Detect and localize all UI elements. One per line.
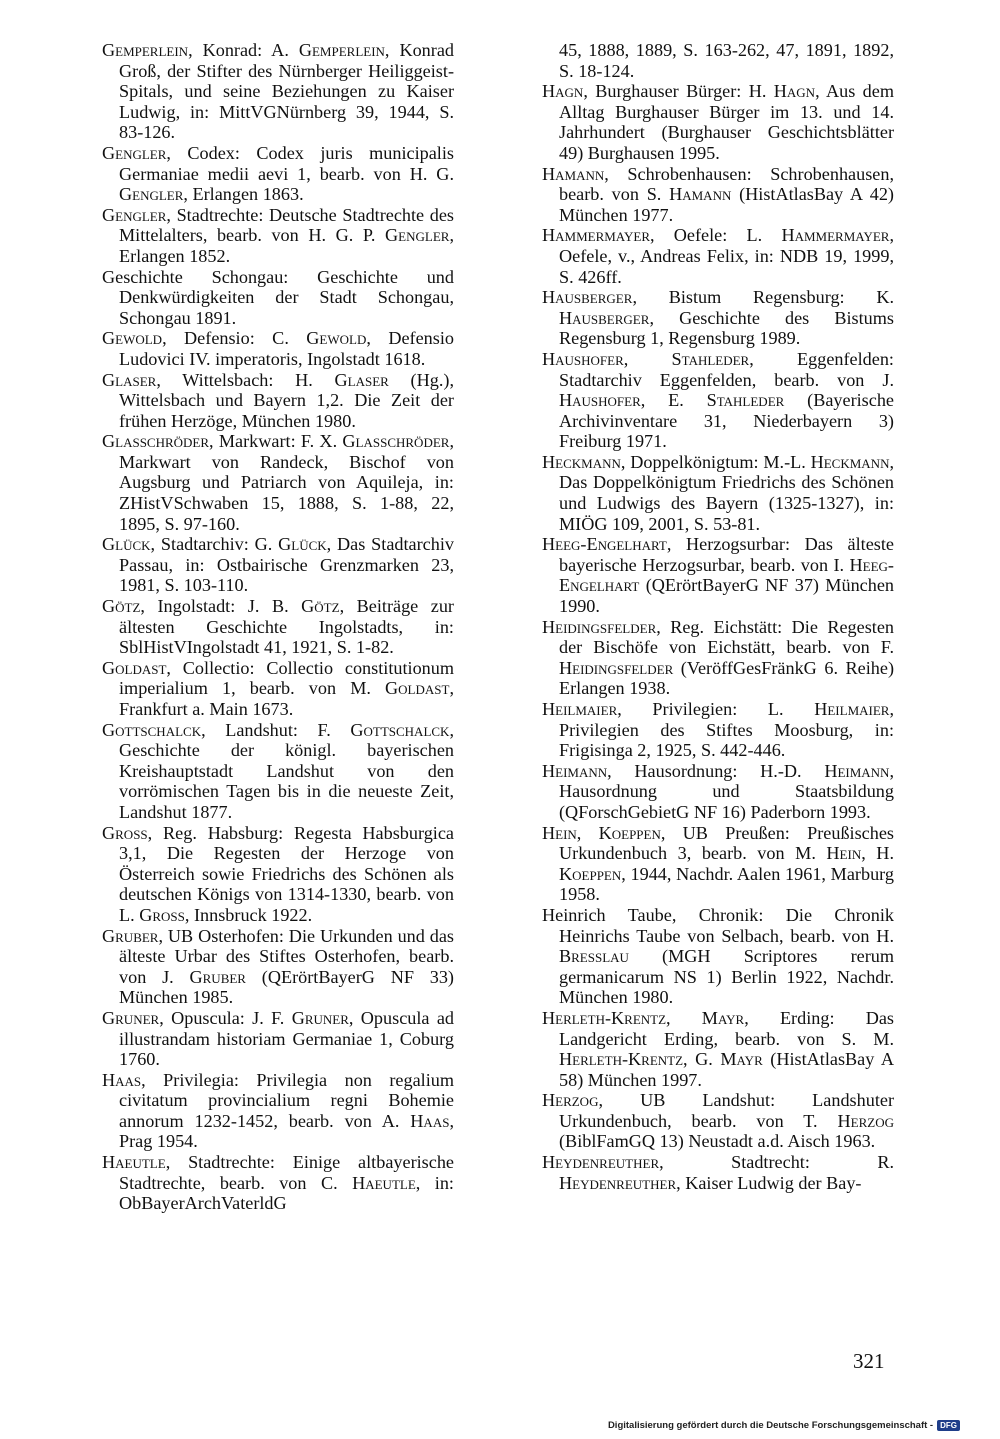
bibliography-entry (542, 823, 894, 905)
author-name: Hammermayer (542, 225, 651, 246)
entry-text: , Kaiser Ludwig der Bay- (676, 1172, 862, 1193)
bibliography-entry (102, 143, 454, 205)
entry-text: , Erding: Das Landgericht Erding, bearb. von S. M. (559, 1007, 894, 1049)
bibliography-entry (102, 370, 454, 432)
entry-text: , Doppelkönigtum: M.-L. (620, 451, 811, 472)
entry-text: , Stadtrechte: Deutsche Stadtrechte des Mittelalters, bearb. von H. G. P. (119, 204, 454, 246)
author-name: Gottschalck (102, 719, 202, 740)
entry-text: , UB Preußen: Preußisches Urkundenbuch 3, bearb. von M. (559, 822, 894, 864)
bibliography-entry (102, 431, 454, 534)
author-name: Hammermayer (781, 225, 890, 246)
entry-text: , Herzogsurbar: Das älteste bayerische Herzogsurbar, bearb. von I. (559, 534, 894, 575)
author-name: Gengler (119, 184, 184, 205)
bibliography-entry (102, 823, 454, 926)
author-name: Gengler (102, 204, 167, 225)
bibliography-entry (542, 534, 894, 616)
entry-text: , Collectio: Collectio constitutionum imperialium 1, bearb. von M. (119, 657, 454, 699)
author-name: Glaser (334, 369, 389, 390)
entry-text: , Oefele, v., Andreas Felix, in: NDB 19, 1999, S. 426ff. (559, 225, 894, 287)
author-name: Heckmann (810, 451, 890, 472)
entry-text: (BiblFamGQ 13) Neustadt a.d. Aisch 1963. (559, 1131, 876, 1152)
author-name: Herzog (542, 1090, 599, 1111)
author-name: Haas (102, 1069, 142, 1090)
entry-text: , Defensio: C. (162, 328, 307, 349)
author-name: Hein, Koeppen (542, 822, 661, 843)
entry-text: , Konrad: A. (188, 40, 299, 60)
entry-text: , Wittelsbach: H. (156, 369, 335, 390)
entry-text: , UB Osterhofen: Die Urkunden und das älteste Urbar des Stiftes Osterhofen, bearb. von J. (119, 925, 454, 987)
entry-text: , Privilegien des Stiftes Moosburg, in: Frigisinga 2, 1925, S. 442-446. (559, 699, 894, 761)
entry-text: , 1944, Nachdr. Aalen 1961, Marburg 1958. (559, 863, 894, 905)
footer-text: Digitalisierung gefördert durch die Deutsche Forschungsgemeinschaft - (607, 1420, 934, 1431)
author-name: Gruner (291, 1007, 349, 1028)
entry-text: (QErörtBayerG NF 37) München 1990. (559, 575, 894, 617)
entry-text: , Privilegia: Privilegia non regalium civitatum provincialium regni Bohemie annorum 1232-1452, bearb. von A. (119, 1069, 454, 1131)
entry-text: , Opuscula ad illustrandam historiam Germaniae 1, Coburg 1760. (119, 1007, 454, 1070)
bibliography-entry (102, 205, 454, 267)
dfg-logo: DFG (937, 1420, 960, 1431)
entry-text: , Erlangen 1863. (183, 184, 304, 205)
bibliography-entry (542, 81, 894, 163)
entry-text: , Konrad Groß, der Stifter des Nürnberger Heiliggeist-Spitals, und seine Beziehungen zu Kaiser Ludwig, in: MittVGNürnberg 39, 1944, S. 83-126. (119, 40, 454, 143)
author-name: Gewold (306, 328, 367, 349)
entry-text: , Frankfurt a. Main 1673. (119, 678, 454, 719)
author-name: Heilmaier (814, 699, 890, 719)
entry-text: , Stadtrecht: R. (659, 1152, 894, 1173)
bibliography-entry (542, 761, 894, 823)
author-name: Gross (102, 822, 148, 843)
entry-text: , Oefele: L. (650, 225, 782, 246)
entry-text: (Bayerische Archivinventare 31, Niederbayern 3) Freiburg 1971. (559, 390, 894, 452)
entry-text: , UB Landshut: Landshuter Urkundenbuch, bearb. von T. (559, 1090, 894, 1131)
author-name: Gruber (102, 925, 159, 946)
author-name: Gemperlein (298, 40, 385, 60)
bibliography-entry (542, 349, 894, 452)
author-name: Haeutle (102, 1152, 166, 1173)
bibliography-entry (102, 1070, 454, 1152)
bibliography-entry (102, 267, 454, 329)
entry-text: , Aus dem Alltag Burghauser Bürger im 13. und 14. Jahrhundert (Burghauser Geschichtsblätter 49) Burghausen 1995. (559, 81, 894, 163)
entry-text: , Das Stadtarchiv Passau, in: Ostbairische Grenzmarken 23, 1981, S. 103-110. (119, 534, 454, 596)
author-name: Heidingsfelder (559, 657, 674, 678)
entry-text: , Stadtrechte: Einige altbayerische Stadtrechte, bearb. von C. (119, 1152, 454, 1193)
bibliography-entry (542, 617, 894, 699)
author-name: Gross (139, 904, 185, 925)
entry-text: , Stadtarchiv: G. (150, 534, 279, 555)
author-name: Gengler (385, 225, 450, 246)
entry-text: , Hausordnung: H.-D. (607, 760, 825, 781)
entry-text: , Codex: Codex juris municipalis Germaniae medii aevi 1, bearb. von H. G. (119, 142, 454, 184)
author-name: Heidingsfelder (542, 616, 657, 637)
author-name: Glasschröder (102, 431, 210, 452)
author-name: Gruner (102, 1007, 160, 1028)
author-name: Heeg-Engelhart (559, 554, 894, 596)
entry-text: , Hausordnung und Staatsbildung (QForschGebietG NF 16) Paderborn 1993. (559, 760, 894, 822)
author-name: Hausberger (559, 307, 650, 328)
entry-text: , Geschichte des Bistums Regensburg 1, Regensburg 1989. (559, 307, 894, 349)
bibliography-entry (102, 1008, 454, 1070)
bibliography-entry (102, 534, 454, 596)
entry-text: , in: ObBayerArchVaterldG (119, 1172, 454, 1214)
bibliography-entry (102, 658, 454, 720)
author-name: Gemperlein (102, 40, 189, 60)
entry-text: , Bistum Regensburg: K. (632, 287, 894, 308)
entry-text: Geschichte Schongau: Geschichte und Denkwürdigkeiten der Stadt Schongau, Schongau 1891. (102, 266, 454, 328)
author-name: Goldast (385, 678, 450, 699)
author-name: Heckmann (542, 451, 621, 472)
entry-text: , Opuscula: J. F. (159, 1007, 292, 1028)
entry-text: , Markwart von Randeck, Bischof von Augsburg und Patriarch von Aquileja, in: ZHistVSchwaben 15, 1888, S. 1-88, 22, 1895, S. 97-160. (119, 431, 454, 534)
author-name: Bresslau (559, 946, 629, 967)
bibliography-entry (542, 452, 894, 534)
entry-text: (Hg.), Wittelsbach und Bayern 1,2. Die Zeit der frühen Herzöge, München 1980. (119, 369, 454, 431)
author-name: Haas (410, 1110, 450, 1131)
author-name: Herleth-Krentz, Mayr (542, 1007, 745, 1028)
entry-text: , Markwart: F. X. (209, 431, 343, 452)
entry-text: , Schrobenhausen: Schrobenhausen, bearb. von S. (559, 163, 894, 205)
author-name: Hagn (542, 81, 584, 102)
author-name: Heeg-Engelhart (542, 534, 667, 555)
author-name: Hausberger (542, 287, 633, 308)
entry-text: (VeröffGesFränkG 6. Reihe) Erlangen 1938. (559, 657, 894, 699)
author-name: Hein, H. Koeppen (559, 843, 894, 884)
author-name: Glück (102, 534, 151, 555)
bibliography-entry (102, 40, 454, 143)
entry-text: , Reg. Eichstätt: Die Regesten der Bischöfe von Eichstätt, bearb. von F. (559, 616, 894, 658)
author-name: Glasschröder (342, 431, 450, 452)
author-name: Heydenreuther (542, 1152, 660, 1173)
author-name: Gruber (189, 966, 246, 987)
author-name: Heydenreuther (559, 1172, 677, 1193)
entry-text: , Beiträge zur ältesten Geschichte Ingolstadts, in: SblHistVIngolstadt 41, 1921, S. 1-82. (119, 596, 454, 658)
bibliography-entry (542, 40, 894, 81)
entry-text: , Ingolstadt: J. B. (140, 596, 302, 617)
author-name: Hagn (773, 81, 816, 102)
bibliography-entry (102, 328, 454, 369)
author-name: Hamann (669, 184, 732, 205)
bibliography-entry (542, 905, 894, 1008)
author-name: Gengler (102, 142, 167, 163)
footer (608, 1420, 960, 1431)
bibliography-entry (102, 926, 454, 1008)
author-name: Heimann (542, 760, 608, 781)
author-name: Herzog (837, 1110, 894, 1131)
bibliography-entry (102, 1152, 454, 1214)
entry-text: (HistAtlasBay A 58) München 1997. (559, 1049, 894, 1090)
entry-text: Heinrich Taube, Chronik: Die Chronik Heinrichs Taube von Selbach, bearb. von H. (542, 904, 894, 946)
author-name: Haeutle (352, 1172, 416, 1193)
entry-text: , Erlangen 1852. (119, 225, 454, 266)
bibliography-entry (542, 287, 894, 349)
entry-text: , Landshut: F. (201, 719, 351, 740)
page-number: 321 (853, 1349, 885, 1373)
bibliography-entry (542, 1152, 894, 1193)
bibliography-entry (542, 164, 894, 226)
entry-text: , Burghauser Bürger: H. (583, 81, 774, 102)
author-name: Heimann (824, 760, 890, 781)
bibliography-entry (542, 699, 894, 761)
author-name: Götz (301, 596, 340, 617)
author-name: Goldast (102, 657, 167, 678)
entry-text: , Privilegien: L. (617, 699, 815, 719)
author-name: Götz (102, 596, 141, 617)
bibliography-entry (542, 1090, 894, 1152)
bibliography-entry (542, 1008, 894, 1090)
author-name: Gottschalck (350, 719, 450, 740)
entry-text: (HistAtlasBay A 42) München 1977. (559, 184, 894, 225)
entry-text: , Geschichte der königl. bayerischen Kreishauptstadt Landshut von den vorrömischen Tagen bis in die neueste Zeit, Landshut 1877. (119, 719, 454, 822)
entry-text: , Prag 1954. (119, 1110, 454, 1152)
author-name: Gewold (102, 328, 163, 349)
right-column (542, 40, 894, 1193)
entry-text: (QErörtBayerG NF 33) München 1985. (119, 966, 454, 1008)
entry-text: , Innsbruck 1922. (184, 904, 313, 925)
bibliography-entry (102, 720, 454, 823)
bibliography-entry (102, 596, 454, 658)
author-name: Haushofer, Stahleder (542, 348, 750, 369)
entry-text: , Reg. Habsburg: Regesta Habsburgica 3,1, Die Regesten der Herzoge von Österreich sowie Friedrichs des Schönen als deutschen Königs von 1314-1330, bearb. von L. (119, 822, 454, 925)
author-name: Glaser (102, 369, 157, 390)
entry-text: , Defensio Ludovici IV. imperatoris, Ingolstadt 1618. (119, 328, 455, 369)
left-column (102, 40, 454, 1214)
author-name: Heilmaier (542, 699, 618, 719)
author-name: Hamann (542, 163, 605, 184)
entry-text: , Eggenfelden: Stadtarchiv Eggenfelden, bearb. von J. (559, 348, 894, 390)
author-name: Glück (278, 534, 327, 555)
entry-text: , Das Doppelkönigtum Friedrichs des Schönen und Ludwigs des Bayern (1325-1327), in: MIÖG 109, 2001, S. 53-81. (559, 451, 894, 534)
author-name: Haushofer, E. Stahleder (559, 390, 785, 411)
entry-text: 45, 1888, 1889, S. 163-262, 47, 1891, 1892, S. 18-124. (559, 40, 894, 81)
entry-text: (MGH Scriptores rerum germanicarum NS 1) Berlin 1922, Nachdr. München 1980. (559, 946, 894, 1008)
bibliography-entry (542, 225, 894, 287)
author-name: Herleth-Krentz, G. Mayr (559, 1049, 763, 1070)
